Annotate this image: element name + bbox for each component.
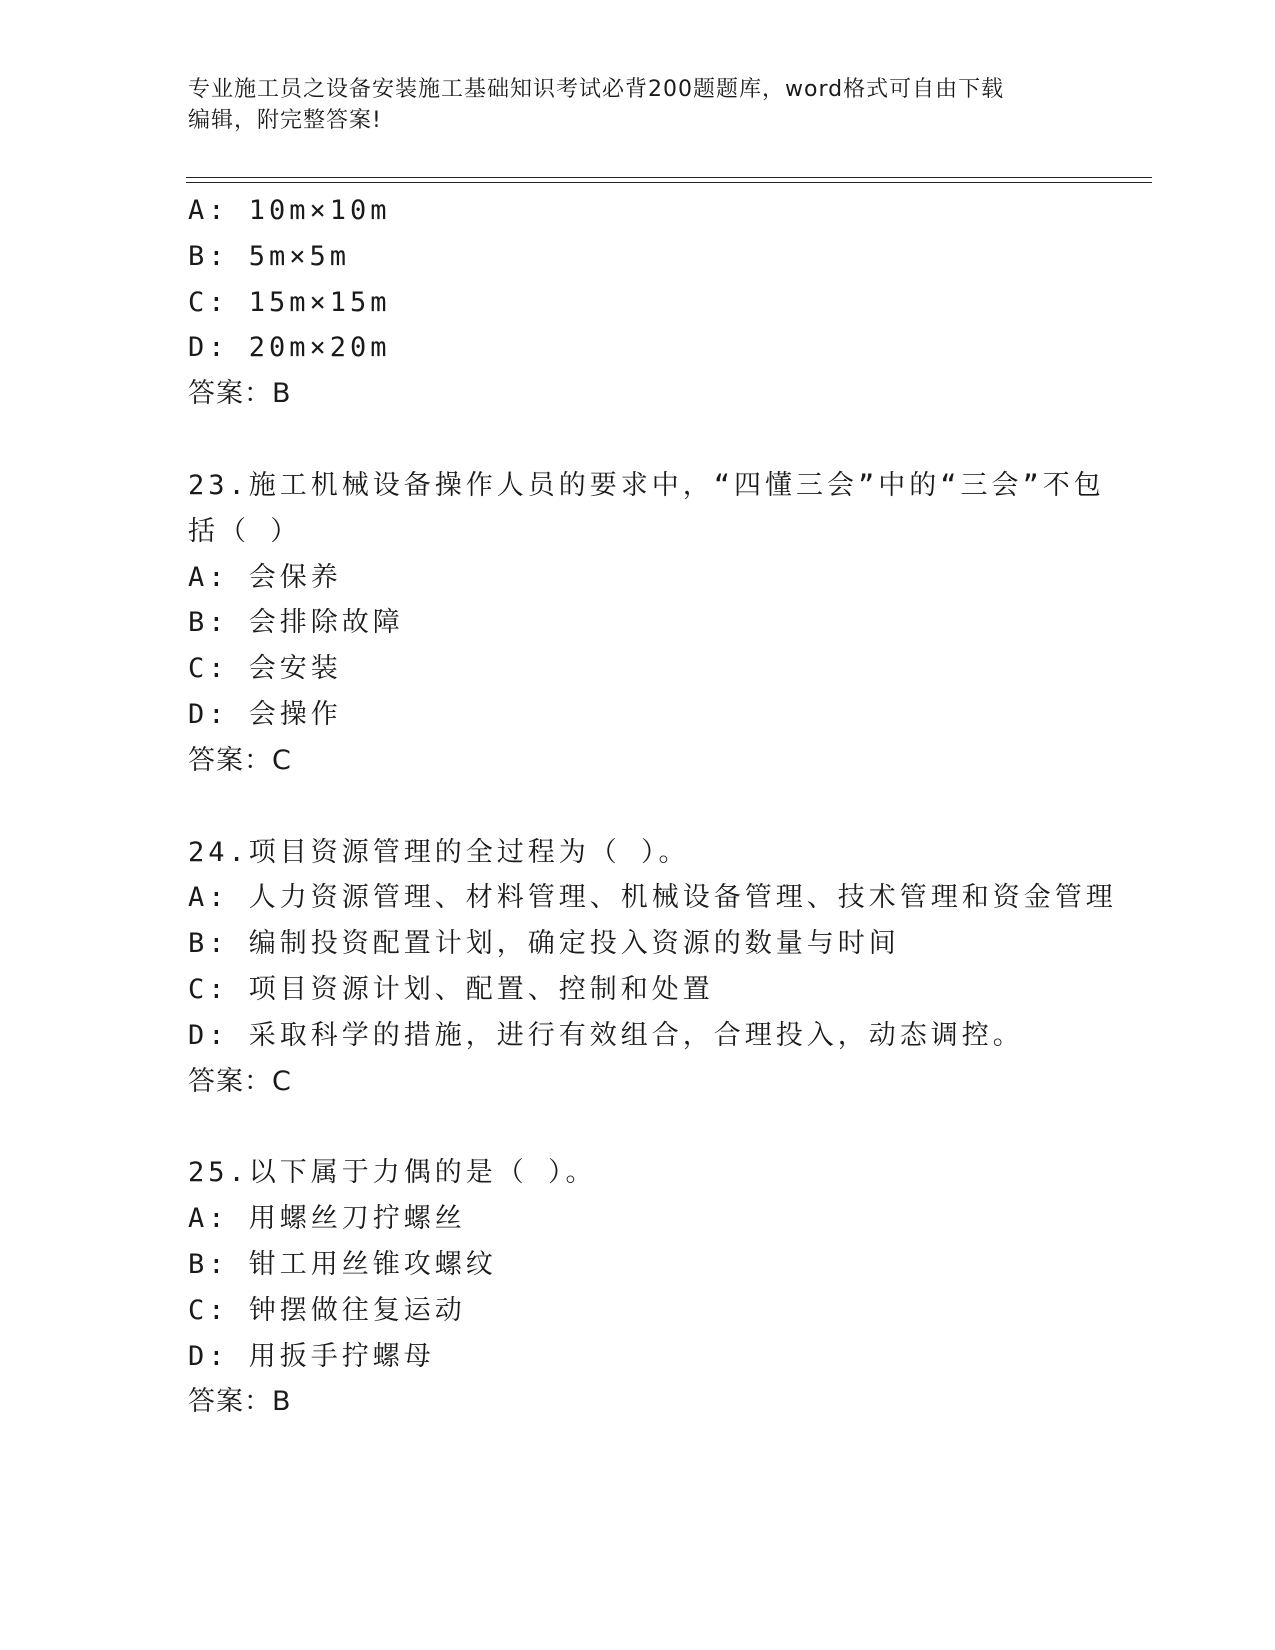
document-title-line-2: 编辑，附完整答案! [188,108,382,133]
question-24 [188,830,1117,1105]
question-list [188,188,1117,1425]
question-stem: 24.项目资源管理的全过程为（ ）。 [188,836,690,868]
option-c: C: 会安装 [188,653,342,685]
option-b: B: 5m×5m [188,240,351,272]
spacer [188,1104,1088,1150]
header-divider-bottom [186,182,1152,183]
answer-line: 答案：B [188,378,292,410]
question-23 [188,463,1105,784]
option-a: A: 用螺丝刀拧螺丝 [188,1203,466,1235]
option-d: D: 用扳手拧螺母 [188,1340,435,1372]
option-b: B: 钳工用丝锥攻螺纹 [188,1248,497,1280]
answer-line: 答案：C [188,1065,292,1097]
document-title-line-1: 专业施工员之设备安装施工基础知识考试必背200题题库，word格式可自由下载 [188,77,1005,102]
question-stem: 25.以下属于力偶的是（ ）。 [188,1157,597,1189]
spacer [188,417,1088,463]
option-b: B: 编制投资配置计划，确定投入资源的数量与时间 [188,928,900,960]
option-d: D: 会操作 [188,698,342,730]
option-c: C: 项目资源计划、配置、控制和处置 [188,973,714,1005]
document-title [188,74,1068,136]
option-d: D: 采取科学的措施，进行有效组合，合理投入，动态调控。 [188,1019,1024,1051]
question-25 [188,1150,1088,1425]
answer-line: 答案：C [188,744,292,776]
option-a: A: 会保养 [188,561,342,593]
question-stem-line-1: 23.施工机械设备操作人员的要求中，“四懂三会”中的“三会”不包 [188,469,1105,501]
question-22 [188,188,1088,417]
option-b: B: 会排除故障 [188,607,404,639]
option-c: C: 15m×15m [188,286,391,318]
option-d: D: 20m×20m [188,332,391,364]
option-a: A: 10m×10m [188,195,391,226]
option-a: A: 人力资源管理、材料管理、机械设备管理、技术管理和资金管理 [188,882,1117,914]
option-c: C: 钟摆做往复运动 [188,1294,466,1326]
question-stem-line-2: 括（ ） [188,515,302,547]
answer-line: 答案：B [188,1386,292,1418]
header-divider-top [186,177,1152,178]
spacer [188,784,1088,830]
